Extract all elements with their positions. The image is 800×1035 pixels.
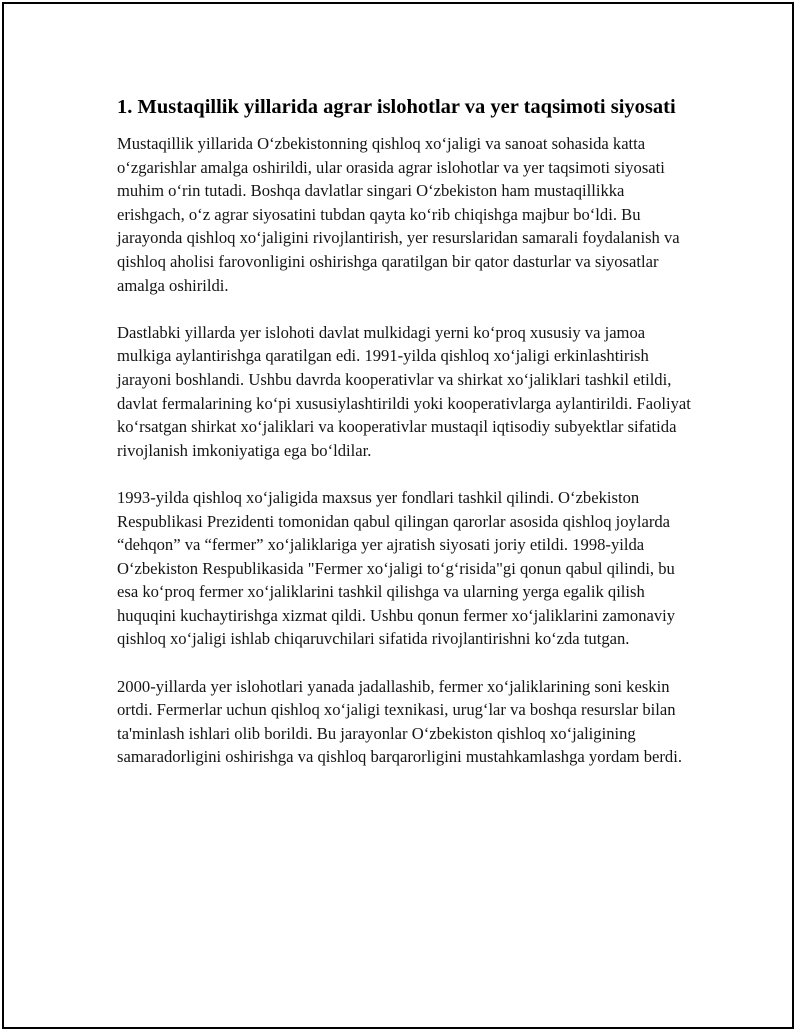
document-body	[117, 94, 692, 793]
paragraph-2: Dastlabki yillarda yer islohoti davlat mulkidagi yerni ko‘proq xususiy va jamoa mulkiga aylantirishga qaratilgan edi. 1991-yilda qishloq xo‘jaligi erkinlashtirish jarayoni boshlandi. Ushbu davrda kooperativlar va shirkat xo‘jaliklari tashkil etildi, davlat fermalarining ko‘pi xususiylashtirildi yoki kooperativlarga aylantirildi. Faoliyat ko‘rsatgan shirkat xo‘jaliklari va kooperativlar mustaqil iqtisodiy subyektlar sifatida rivojlanish imkoniyatiga ega bo‘ldilar.	[117, 322, 691, 460]
paragraph-1: Mustaqillik yillarida O‘zbekistonning qishloq xo‘jaligi va sanoat sohasida katta o‘zgarishlar amalga oshirildi, ular orasida agrar islohotlar va yer taqsimoti siyosati muhim o‘rin tutadi. Boshqa davlatlar singari O‘zbekiston ham mustaqillikka erishgach, o‘z agrar siyosatini tubdan qayta ko‘rib chiqishga majbur bo‘ldi. Bu jarayonda qishloq xo‘jaligini rivojlantirish, yer resurslaridan samarali foydalanish va qishloq aholisi farovonligini oshirishga qaratilgan bir qator dasturlar va siyosatlar amalga oshirildi.	[117, 134, 680, 295]
section-heading: 1. Mustaqillik yillarida agrar islohotlar va yer taqsimoti siyosati	[117, 96, 676, 118]
paragraph-4: 2000-yillarda yer islohotlari yanada jadallashib, fermer xo‘jaliklarining soni keskin ortdi. Fermerlar uchun qishloq xo‘jaligi texnikasi, urug‘lar va boshqa resurslar bilan ta'minlash ishlari olib borildi. Bu jarayonlar O‘zbekiston qishloq xo‘jaligining samaradorligini oshirishga va qishloq barqarorligini mustahkamlashga yordam berdi.	[117, 676, 682, 767]
paragraph-3: 1993-yilda qishloq xo‘jaligida maxsus yer fondlari tashkil qilindi. O‘zbekiston Respublikasi Prezidenti tomonidan qabul qilingan qarorlar asosida qishloq joylarda “dehqon” va “fermer” xo‘jaliklariga yer ajratish siyosati joriy etildi. 1998-yilda O‘zbekiston Respublikasida "Fermer xo‘jaligi to‘g‘risida"gi qonun qabul qilindi, bu esa ko‘proq fermer xo‘jaliklarini tashkil qilishga va ularning yerga egalik qilish huquqini kuchaytirishga xizmat qildi. Ushbu qonun fermer xo‘jaliklarini zamonaviy qishloq xo‘jaligi ishlab chiqaruvchilari sifatida rivojlantirishni ko‘zda tutgan.	[117, 487, 676, 649]
